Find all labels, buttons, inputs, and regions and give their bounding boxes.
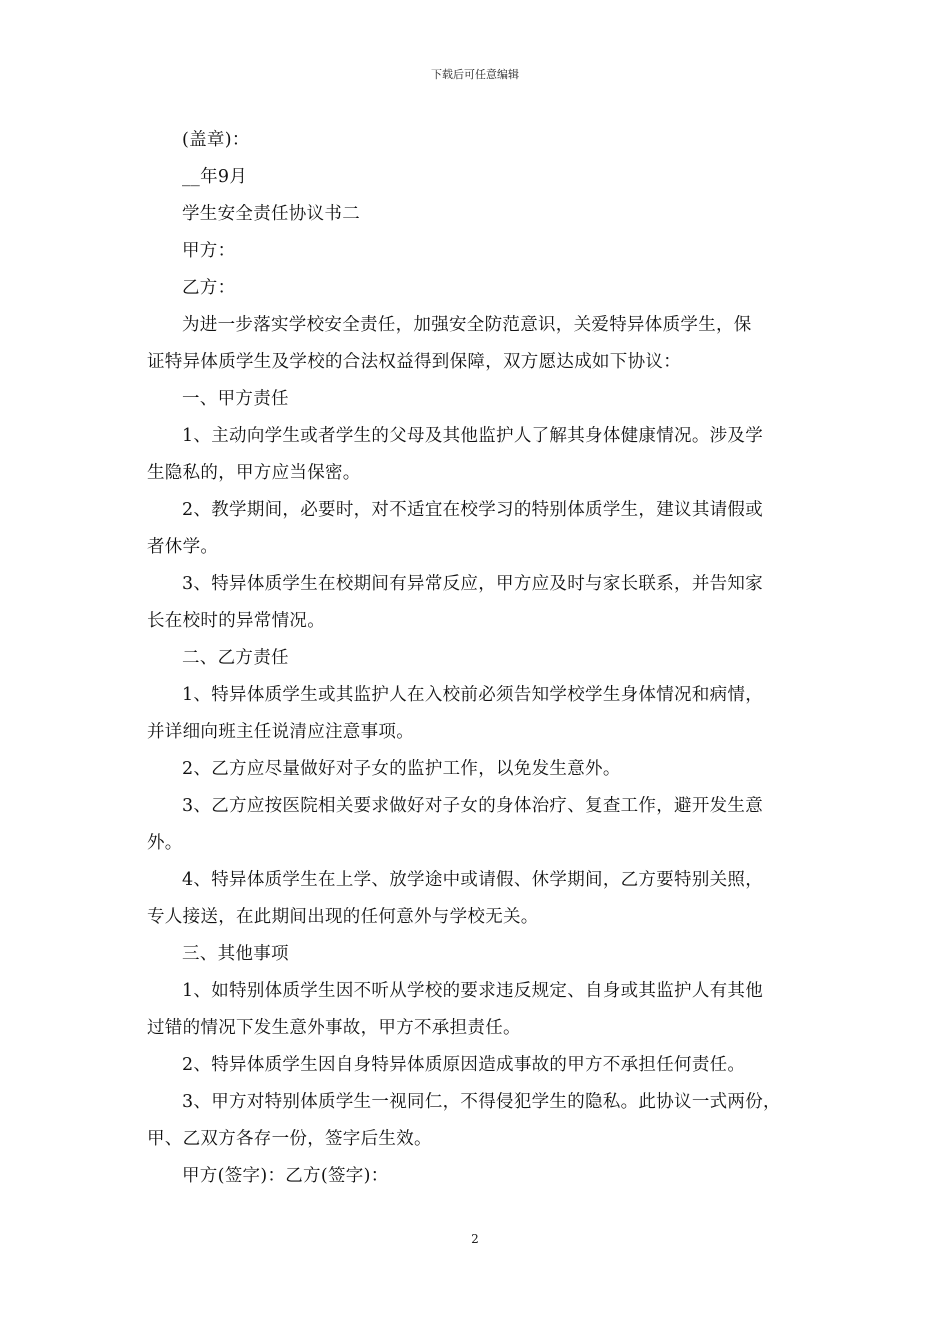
signature-line: 甲方(签字)：乙方(签字)：	[182, 1166, 389, 1186]
document-body	[147, 122, 811, 1195]
paragraph-line: 专人接送，在此期间出现的任何意外与学校无关。	[147, 907, 539, 927]
paragraph-line: 甲、乙双方各存一份，签字后生效。	[147, 1129, 432, 1149]
section-heading: 三、其他事项	[182, 944, 289, 964]
paragraph-line: 2、教学期间，必要时，对不适宜在校学习的特别体质学生，建议其请假或	[182, 500, 764, 520]
paragraph-line: 生隐私的，甲方应当保密。	[147, 463, 361, 483]
paragraph-line: 3、甲方对特别体质学生一视同仁，不得侵犯学生的隐私。此协议一式两份，	[182, 1092, 781, 1112]
paragraph-line: 3、乙方应按医院相关要求做好对子女的身体治疗、复查工作，避开发生意	[182, 796, 764, 816]
paragraph-line: 外。	[147, 833, 183, 853]
seal-line: (盖章)：	[182, 130, 250, 150]
paragraph-line: 者休学。	[147, 537, 219, 557]
section-heading: 二、乙方责任	[182, 648, 289, 668]
page-number: 2	[471, 1232, 479, 1246]
page-header: 下载后可任意编辑	[431, 68, 519, 81]
paragraph-line: 2、特异体质学生因自身特异体质原因造成事故的甲方不承担任何责任。	[182, 1055, 746, 1075]
party-b-line: 乙方：	[182, 278, 236, 298]
section-heading: 一、甲方责任	[182, 389, 289, 409]
paragraph-line: 为进一步落实学校安全责任，加强安全防范意识，关爱特异体质学生，保	[182, 315, 752, 335]
document-title: 学生安全责任协议书二	[182, 204, 360, 224]
paragraph-line: 证特异体质学生及学校的合法权益得到保障，双方愿达成如下协议：	[147, 352, 681, 372]
paragraph-line: 1、主动向学生或者学生的父母及其他监护人了解其身体健康情况。涉及学	[182, 426, 764, 446]
paragraph-line: 1、特异体质学生或其监护人在入校前必须告知学校学生身体情况和病情，	[182, 685, 764, 705]
paragraph-line: 过错的情况下发生意外事故，甲方不承担责任。	[147, 1018, 521, 1038]
paragraph-line: 并详细向班主任说清应注意事项。	[147, 722, 414, 742]
date-line: __年9月	[182, 167, 248, 187]
paragraph-line: 4、特异体质学生在上学、放学途中或请假、休学期间，乙方要特别关照，	[182, 870, 764, 890]
paragraph-line: 1、如特别体质学生因不听从学校的要求违反规定、自身或其监护人有其他	[182, 981, 764, 1001]
paragraph-line: 长在校时的异常情况。	[147, 611, 325, 631]
paragraph-line: 2、乙方应尽量做好对子女的监护工作，以免发生意外。	[182, 759, 621, 779]
paragraph-line: 3、特异体质学生在校期间有异常反应，甲方应及时与家长联系，并告知家	[182, 574, 764, 594]
party-a-line: 甲方：	[182, 241, 236, 261]
